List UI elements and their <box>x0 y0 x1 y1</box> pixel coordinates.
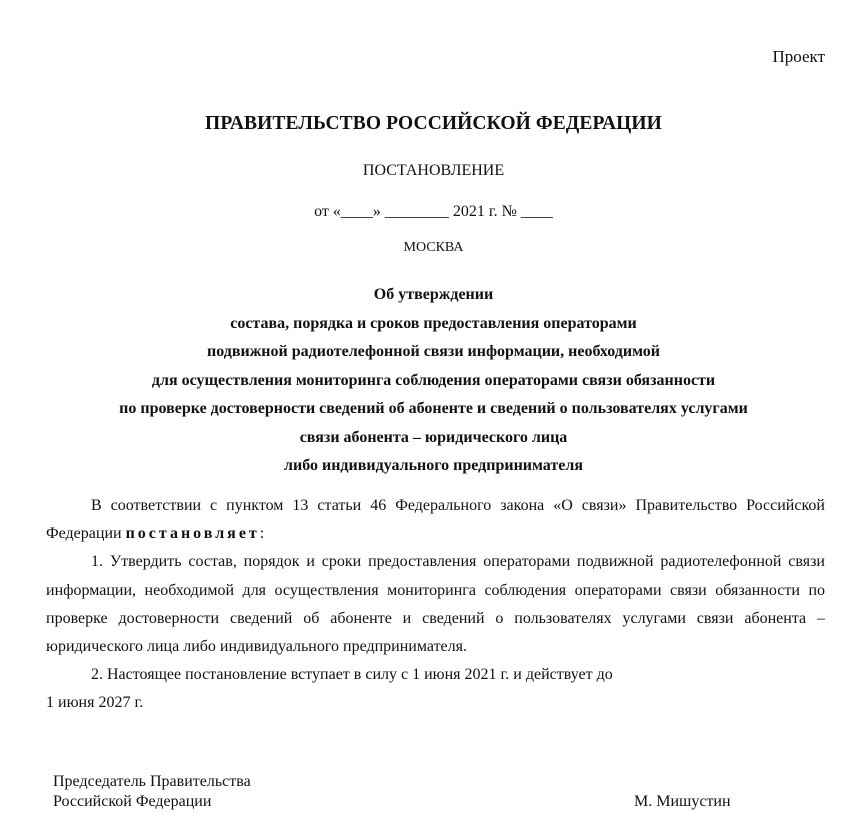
subject-line: либо индивидуального предпринимателя <box>284 457 583 474</box>
subject-line: для осуществления мониторинга соблюдения операторами связи обязанности <box>151 371 716 389</box>
position-line: Российской Федерации <box>53 793 212 810</box>
subject-line: по проверке достоверности сведений об абоненте и сведений о пользователях услугами <box>119 400 748 417</box>
signatory-position <box>53 772 251 812</box>
item-continuation: 1 июня 2027 г. <box>46 694 144 712</box>
draft-label: Проект <box>772 47 825 66</box>
item-paragraph: 1. Утвердить состав, порядок и сроки предоставления операторами подвижной радиотелефонной связи информации, необходимой для осуществления мониторинга соблюдения операторами связи обязанности по проверке достоверности сведений об абоненте и сведений о пользователях услугами связи абонента – юридического лица либо индивидуального предпринимателя. <box>46 553 825 656</box>
document-body <box>46 492 825 718</box>
preamble-colon: : <box>259 525 265 543</box>
city: МОСКВА <box>403 240 464 255</box>
item-paragraph: 2. Настоящее постановление вступает в силу с 1 июня 2021 г. и действует до <box>91 666 613 684</box>
subject-line: связи абонента – юридического лица <box>299 428 568 446</box>
date-number-line: от «____» ________ 2021 г. № ____ <box>314 203 553 220</box>
subject-line: состава, порядка и сроков предоставления операторами <box>230 314 637 332</box>
preamble-text: В соответствии с пунктом 13 статьи 46 Федерального закона «О связи» Правительство Российской Федерации <box>46 497 825 543</box>
position-line: Председатель Правительства <box>53 773 251 790</box>
subject-line: Об утверждении <box>373 286 494 303</box>
document-subject <box>0 281 867 481</box>
subject-line: подвижной радиотелефонной связи информации, необходимой <box>206 343 660 360</box>
preamble-paragraph <box>46 492 825 548</box>
signatory-name: М. Мишустин <box>634 793 731 810</box>
document-type: ПОСТАНОВЛЕНИЕ <box>362 162 505 179</box>
resolves-word: постановляет <box>125 525 260 543</box>
government-title: ПРАВИТЕЛЬСТВО РОССИЙСКОЙ ФЕДЕРАЦИИ <box>205 113 662 134</box>
